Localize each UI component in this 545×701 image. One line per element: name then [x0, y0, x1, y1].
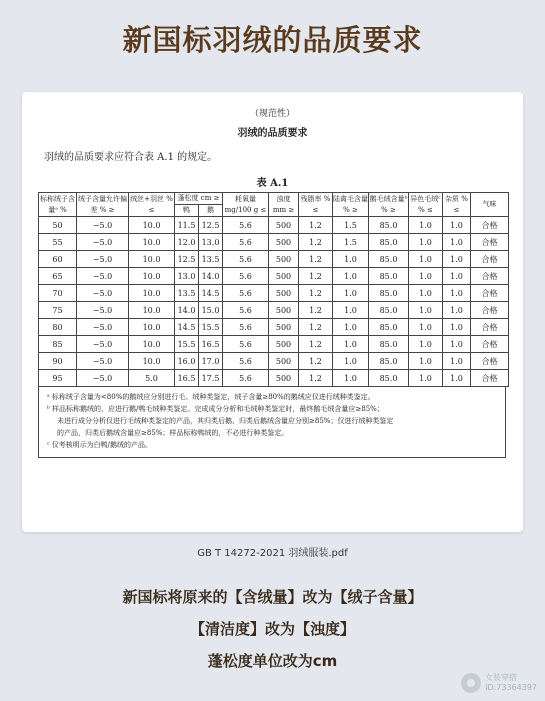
header-duck: 鸭	[175, 205, 199, 217]
watermark-logo-icon	[461, 673, 481, 693]
table-cell: 55	[39, 234, 77, 251]
table-cell: −5.0	[77, 251, 129, 268]
header-residual-fat: 残脂率 % ≤	[299, 193, 333, 217]
header-fill-power: 蓬松度 cm ≥	[175, 193, 223, 205]
appendix-note: （规范性）	[249, 109, 295, 119]
table-cell: 1.2	[299, 285, 333, 302]
table-cell: 500	[269, 268, 299, 285]
table-cell: 1.2	[299, 336, 333, 353]
quality-table	[38, 192, 509, 387]
table-cell: 17.5	[199, 370, 223, 387]
table-cell: 1.0	[443, 251, 471, 268]
table-cell: 15.5	[199, 319, 223, 336]
table-cell: 1.0	[409, 319, 443, 336]
table-cell: 1.0	[333, 268, 369, 285]
table-cell: 15.0	[199, 302, 223, 319]
table-cell: 85	[39, 336, 77, 353]
table-cell: 1.5	[333, 217, 369, 234]
table-cell: 60	[39, 251, 77, 268]
table-cell: 合格	[471, 268, 509, 285]
table-cell: 合格	[471, 353, 509, 370]
summary-line-3: 蓬松度单位改为cm	[207, 652, 338, 670]
table-row	[39, 370, 509, 387]
header-off-color: 异色毛绒ᶜ % ≤	[409, 193, 443, 217]
table-cell: 1.2	[299, 353, 333, 370]
table-cell: 1.0	[409, 251, 443, 268]
table-cell: 1.0	[443, 285, 471, 302]
table-cell: 500	[269, 234, 299, 251]
document-sheet	[22, 92, 523, 532]
table-cell: 10.0	[129, 234, 175, 251]
table-cell: 1.2	[299, 319, 333, 336]
table-cell: 13.0	[199, 234, 223, 251]
table-cell: 10.0	[129, 217, 175, 234]
table-row	[39, 217, 509, 234]
table-cell: 500	[269, 370, 299, 387]
page-title: 新国标羽绒的品质要求	[122, 23, 423, 57]
table-cell: −5.0	[77, 319, 129, 336]
table-cell: 5.6	[223, 217, 269, 234]
table-cell: 15.5	[175, 336, 199, 353]
table-cell: 1.0	[443, 353, 471, 370]
watermark-id: ID:73364397	[485, 683, 537, 692]
table-cell: −5.0	[77, 285, 129, 302]
table-cell: 1.0	[409, 285, 443, 302]
table-row	[39, 336, 509, 353]
watermark-text: 女装穿搭	[485, 673, 518, 682]
table-cell: 500	[269, 336, 299, 353]
table-row	[39, 285, 509, 302]
table-caption: 表 A.1	[256, 178, 289, 189]
table-cell: 1.0	[409, 370, 443, 387]
table-cell: 10.0	[129, 319, 175, 336]
header-turbidity: 浊度 mm ≥	[269, 193, 299, 217]
table-row	[39, 319, 509, 336]
table-cell: 合格	[471, 302, 509, 319]
watermark	[461, 673, 537, 693]
header-nominal-content: 标称绒子含量ᵃ %	[39, 193, 77, 217]
table-cell: 85.0	[369, 353, 409, 370]
table-cell: −5.0	[77, 234, 129, 251]
table-cell: 95	[39, 370, 77, 387]
table-cell: 5.6	[223, 302, 269, 319]
header-goose-content: 鹅毛绒含量ᵇ % ≥	[369, 193, 409, 217]
table-cell: 14.0	[199, 268, 223, 285]
appendix-title: 羽绒的品质要求	[237, 128, 308, 139]
table-cell: 1.2	[299, 302, 333, 319]
table-cell: 1.0	[409, 268, 443, 285]
table-cell: 10.0	[129, 268, 175, 285]
table-row	[39, 268, 509, 285]
table-cell: 10.0	[129, 285, 175, 302]
table-cell: 10.0	[129, 302, 175, 319]
header-fiber: 绒丝+羽丝 % ≤	[129, 193, 175, 217]
table-cell: 16.0	[175, 353, 199, 370]
table-cell: 1.0	[333, 302, 369, 319]
table-cell: 合格	[471, 217, 509, 234]
table-cell: 合格	[471, 285, 509, 302]
table-cell: −5.0	[77, 370, 129, 387]
table-cell: 1.0	[333, 285, 369, 302]
table-cell: 1.0	[333, 319, 369, 336]
table-cell: 10.0	[129, 251, 175, 268]
table-cell: 70	[39, 285, 77, 302]
table-cell: 5.6	[223, 336, 269, 353]
header-land-fowl: 陆禽毛含量 % ≥	[333, 193, 369, 217]
table-cell: 1.0	[443, 234, 471, 251]
footnote-line: ᵇ 样品标称鹅绒的，应进行鹅/鸭毛绒种类鉴定。完成成分分析和毛绒种类鉴定时，最终鹅毛绒含量应≥85%；	[47, 405, 384, 413]
table-cell: 14.5	[199, 285, 223, 302]
table-cell: 5.6	[223, 234, 269, 251]
footnote-line: ᶜ 仅考核明示为白鸭/鹅绒的产品。	[47, 441, 153, 449]
table-cell: 16.5	[199, 336, 223, 353]
table-cell: 5.0	[129, 370, 175, 387]
header-odor: 气味	[471, 193, 509, 217]
header-deviation: 绒子含量允许偏差 % ≥	[77, 193, 129, 217]
table-cell: 85.0	[369, 234, 409, 251]
table-cell: 1.0	[443, 319, 471, 336]
table-cell: 10.0	[129, 336, 175, 353]
table-cell: 12.0	[175, 234, 199, 251]
table-cell: 85.0	[369, 285, 409, 302]
quality-table-wrap	[38, 192, 508, 458]
table-cell: 1.2	[299, 251, 333, 268]
table-cell: 1.0	[443, 268, 471, 285]
table-cell: 1.5	[333, 234, 369, 251]
table-row	[39, 353, 509, 370]
table-cell: 1.0	[409, 336, 443, 353]
table-row	[39, 302, 509, 319]
table-cell: 500	[269, 285, 299, 302]
table-cell: 14.5	[175, 319, 199, 336]
table-cell: 1.0	[409, 217, 443, 234]
table-cell: 13.5	[175, 285, 199, 302]
table-cell: 500	[269, 353, 299, 370]
table-cell: 合格	[471, 336, 509, 353]
table-cell: 85.0	[369, 336, 409, 353]
table-cell: 90	[39, 353, 77, 370]
table-cell: 500	[269, 217, 299, 234]
table-cell: 5.6	[223, 285, 269, 302]
table-cell: −5.0	[77, 353, 129, 370]
table-cell: 500	[269, 251, 299, 268]
table-cell: 50	[39, 217, 77, 234]
table-cell: 5.6	[223, 268, 269, 285]
table-cell: 85.0	[369, 217, 409, 234]
table-cell: 5.6	[223, 319, 269, 336]
table-cell: 1.2	[299, 217, 333, 234]
table-row	[39, 234, 509, 251]
table-row	[39, 251, 509, 268]
table-cell: 500	[269, 302, 299, 319]
table-cell: 合格	[471, 251, 509, 268]
table-cell: 12.5	[199, 217, 223, 234]
table-cell: 合格	[471, 319, 509, 336]
table-cell: 1.2	[299, 370, 333, 387]
table-cell: 14.0	[175, 302, 199, 319]
table-cell: 75	[39, 302, 77, 319]
table-cell: 85.0	[369, 302, 409, 319]
table-cell: 85.0	[369, 370, 409, 387]
table-cell: 85.0	[369, 319, 409, 336]
table-footnotes	[38, 387, 506, 458]
footnote-line: ᵃ 标称绒子含量为<80%的鹅绒应分别进行毛、绒种类鉴定，绒子含量≥80%的鹅绒应仅进行绒种类鉴定。	[47, 393, 375, 401]
footnote-line: 未进行成分分析仅进行毛绒种类鉴定的产品，其归类后鹅、归类后鹅绒含量应分别≥85%；仅进行绒种类鉴定	[57, 417, 394, 425]
table-cell: −5.0	[77, 217, 129, 234]
table-cell: 80	[39, 319, 77, 336]
table-cell: 13.5	[199, 251, 223, 268]
table-cell: 1.2	[299, 234, 333, 251]
summary-line-2: 【清洁度】改为【浊度】	[189, 620, 355, 638]
header-oxygen: 耗氧量 mg/100 g ≤	[223, 193, 269, 217]
table-cell: 85.0	[369, 268, 409, 285]
table-cell: 1.0	[443, 217, 471, 234]
table-cell: 65	[39, 268, 77, 285]
table-cell: 合格	[471, 234, 509, 251]
table-cell: 500	[269, 319, 299, 336]
intro-text: 羽绒的品质要求应符合表 A.1 的规定。	[44, 152, 218, 163]
summary-line-1: 新国标将原来的【含绒量】改为【绒子含量】	[122, 588, 423, 606]
table-cell: 1.0	[409, 353, 443, 370]
table-cell: 合格	[471, 370, 509, 387]
table-cell: 1.0	[333, 251, 369, 268]
table-cell: 85.0	[369, 251, 409, 268]
table-cell: 1.0	[409, 302, 443, 319]
table-cell: 5.6	[223, 370, 269, 387]
table-cell: 13.0	[175, 268, 199, 285]
table-cell: 12.5	[175, 251, 199, 268]
table-cell: −5.0	[77, 268, 129, 285]
table-cell: 16.5	[175, 370, 199, 387]
table-cell: 1.0	[443, 370, 471, 387]
table-cell: 5.6	[223, 353, 269, 370]
table-cell: 1.2	[299, 268, 333, 285]
table-cell: −5.0	[77, 302, 129, 319]
file-caption: GB T 14272-2021 羽绒服装.pdf	[197, 548, 348, 559]
table-cell: 1.0	[333, 336, 369, 353]
table-cell: −5.0	[77, 336, 129, 353]
table-cell: 1.0	[409, 234, 443, 251]
header-impurity: 杂质 % ≤	[443, 193, 471, 217]
footnote-line: 的产品，归类后鹅绒含量应≥85%；样品标称鸭绒的，不必进行种类鉴定。	[57, 429, 289, 437]
table-cell: 1.0	[333, 353, 369, 370]
table-cell: 1.0	[443, 302, 471, 319]
table-cell: 1.0	[443, 336, 471, 353]
header-goose: 鹅	[199, 205, 223, 217]
table-cell: 11.5	[175, 217, 199, 234]
table-cell: 17.0	[199, 353, 223, 370]
table-cell: 10.0	[129, 353, 175, 370]
quality-table-body	[39, 217, 509, 387]
table-cell: 1.0	[333, 370, 369, 387]
table-cell: 5.6	[223, 251, 269, 268]
